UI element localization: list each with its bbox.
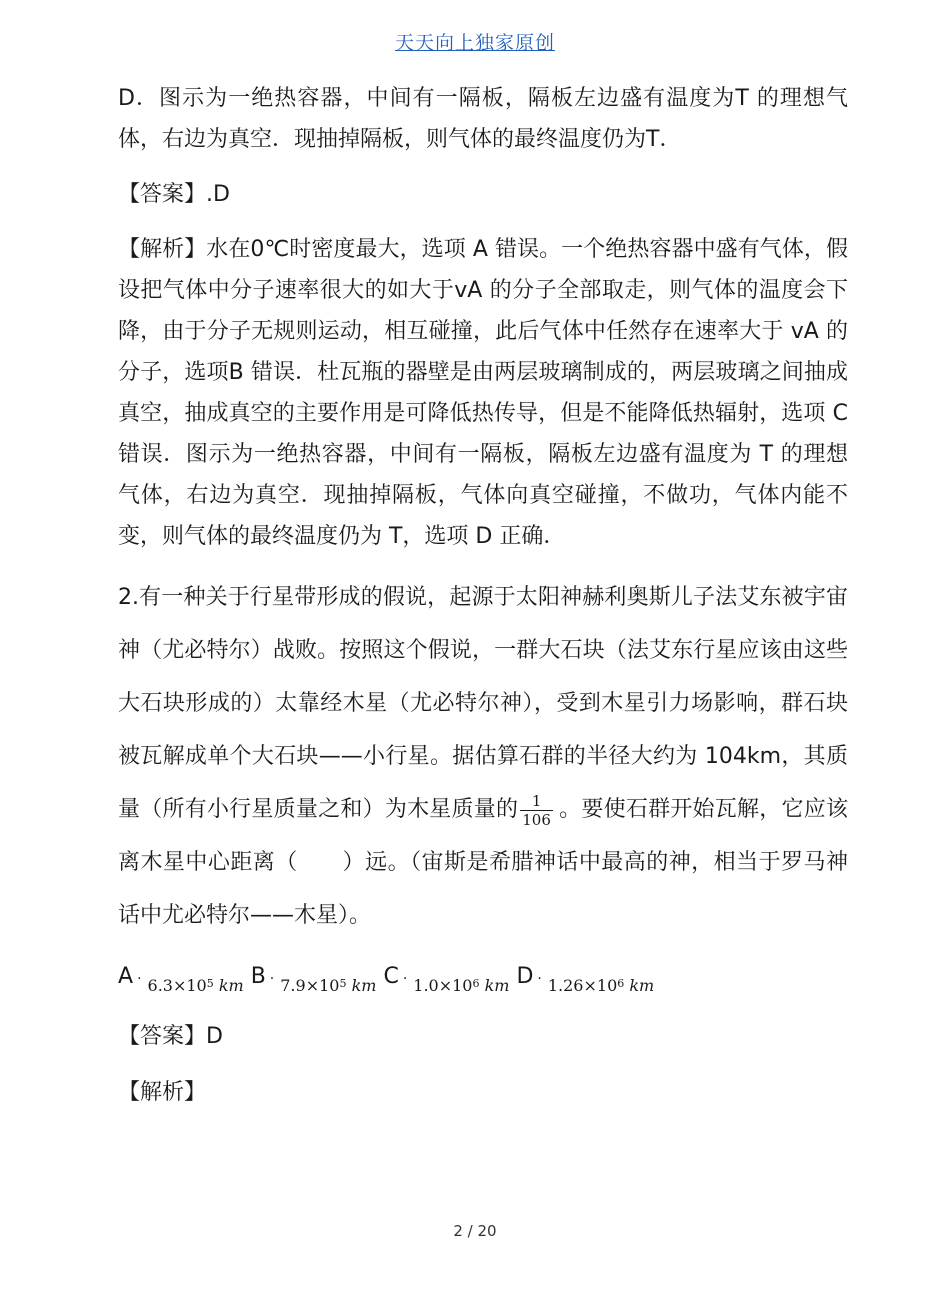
q2-stem	[118, 571, 848, 942]
page-number: 2 / 20	[453, 1222, 497, 1240]
q1-option-d: D．图示为一绝热容器，中间有一隔板，隔板左边盛有温度为T 的理想气体，右边为真空．现抽掉隔板，则气体的最终温度仍为T．	[118, 86, 848, 152]
q2-analysis-label: 【解析】	[118, 1080, 207, 1105]
q1-answer: 【答案】.D	[118, 182, 230, 207]
q2-mass-fraction	[520, 792, 553, 829]
document-body	[118, 78, 848, 1121]
option-b: B · $_{7.9\times 10^5 km}$	[250, 964, 377, 995]
q2-answer: 【答案】D	[118, 1024, 223, 1049]
q2-stem-part1: 2.有一种关于行星带形成的假说，起源于太阳神赫利奥斯儿子法艾东被宇宙神（尤必特尔）战败。按照这个假说，一群大石块（法艾东行星应该由这些大石块形成的）太靠经木星（尤必特尔神），受到木星引力场影响，群石块被瓦解成单个大石块——小行星。据估算石群的半径大约为 104km，其质量（所有小行星质量之和）为木星质量的	[118, 585, 848, 822]
q1-analysis: 【解析】水在0℃时密度最大，选项 A 错误。一个绝热容器中盛有气体，假设把气体中分子速率很大的如大于vA 的分子全部取走，则气体的温度会下降，由于分子无规则运动，相互碰撞，此后气体中任然存在速率大于 vA 的分子，选项B 错误．杜瓦瓶的器壁是由两层玻璃制成的，两层玻璃之间抽成真空，抽成真空的主要作用是可降低热传导，但是不能降低热辐射，选项 C 错误．图示为一绝热容器，中间有一隔板，隔板左边盛有温度为 T 的理想气体，右边为真空．现抽掉隔板，气体向真空碰撞，不做功，气体内能不变，则气体的最终温度仍为 T，选项 D 正确．	[118, 237, 848, 549]
page-header-title: 天天向上独家原创	[394, 32, 555, 54]
q2-stem-part2: 。要使石群开始瓦解，它应该离木星中心距离（ ）远。（宙斯是希腊神话中最高的神，相当于罗马神话中尤必特尔——木星）。	[118, 797, 848, 928]
q2-options	[118, 954, 848, 1001]
fraction-denominator: 106	[522, 810, 551, 829]
option-d: D · $_{1.26\times 10^6 km}$	[516, 964, 655, 995]
option-c: C · $_{1.0\times 10^6 km}$	[383, 964, 510, 995]
fraction-numerator: 1	[520, 792, 553, 811]
option-a: A · $_{6.3\times 10^5 km}$	[118, 964, 244, 995]
